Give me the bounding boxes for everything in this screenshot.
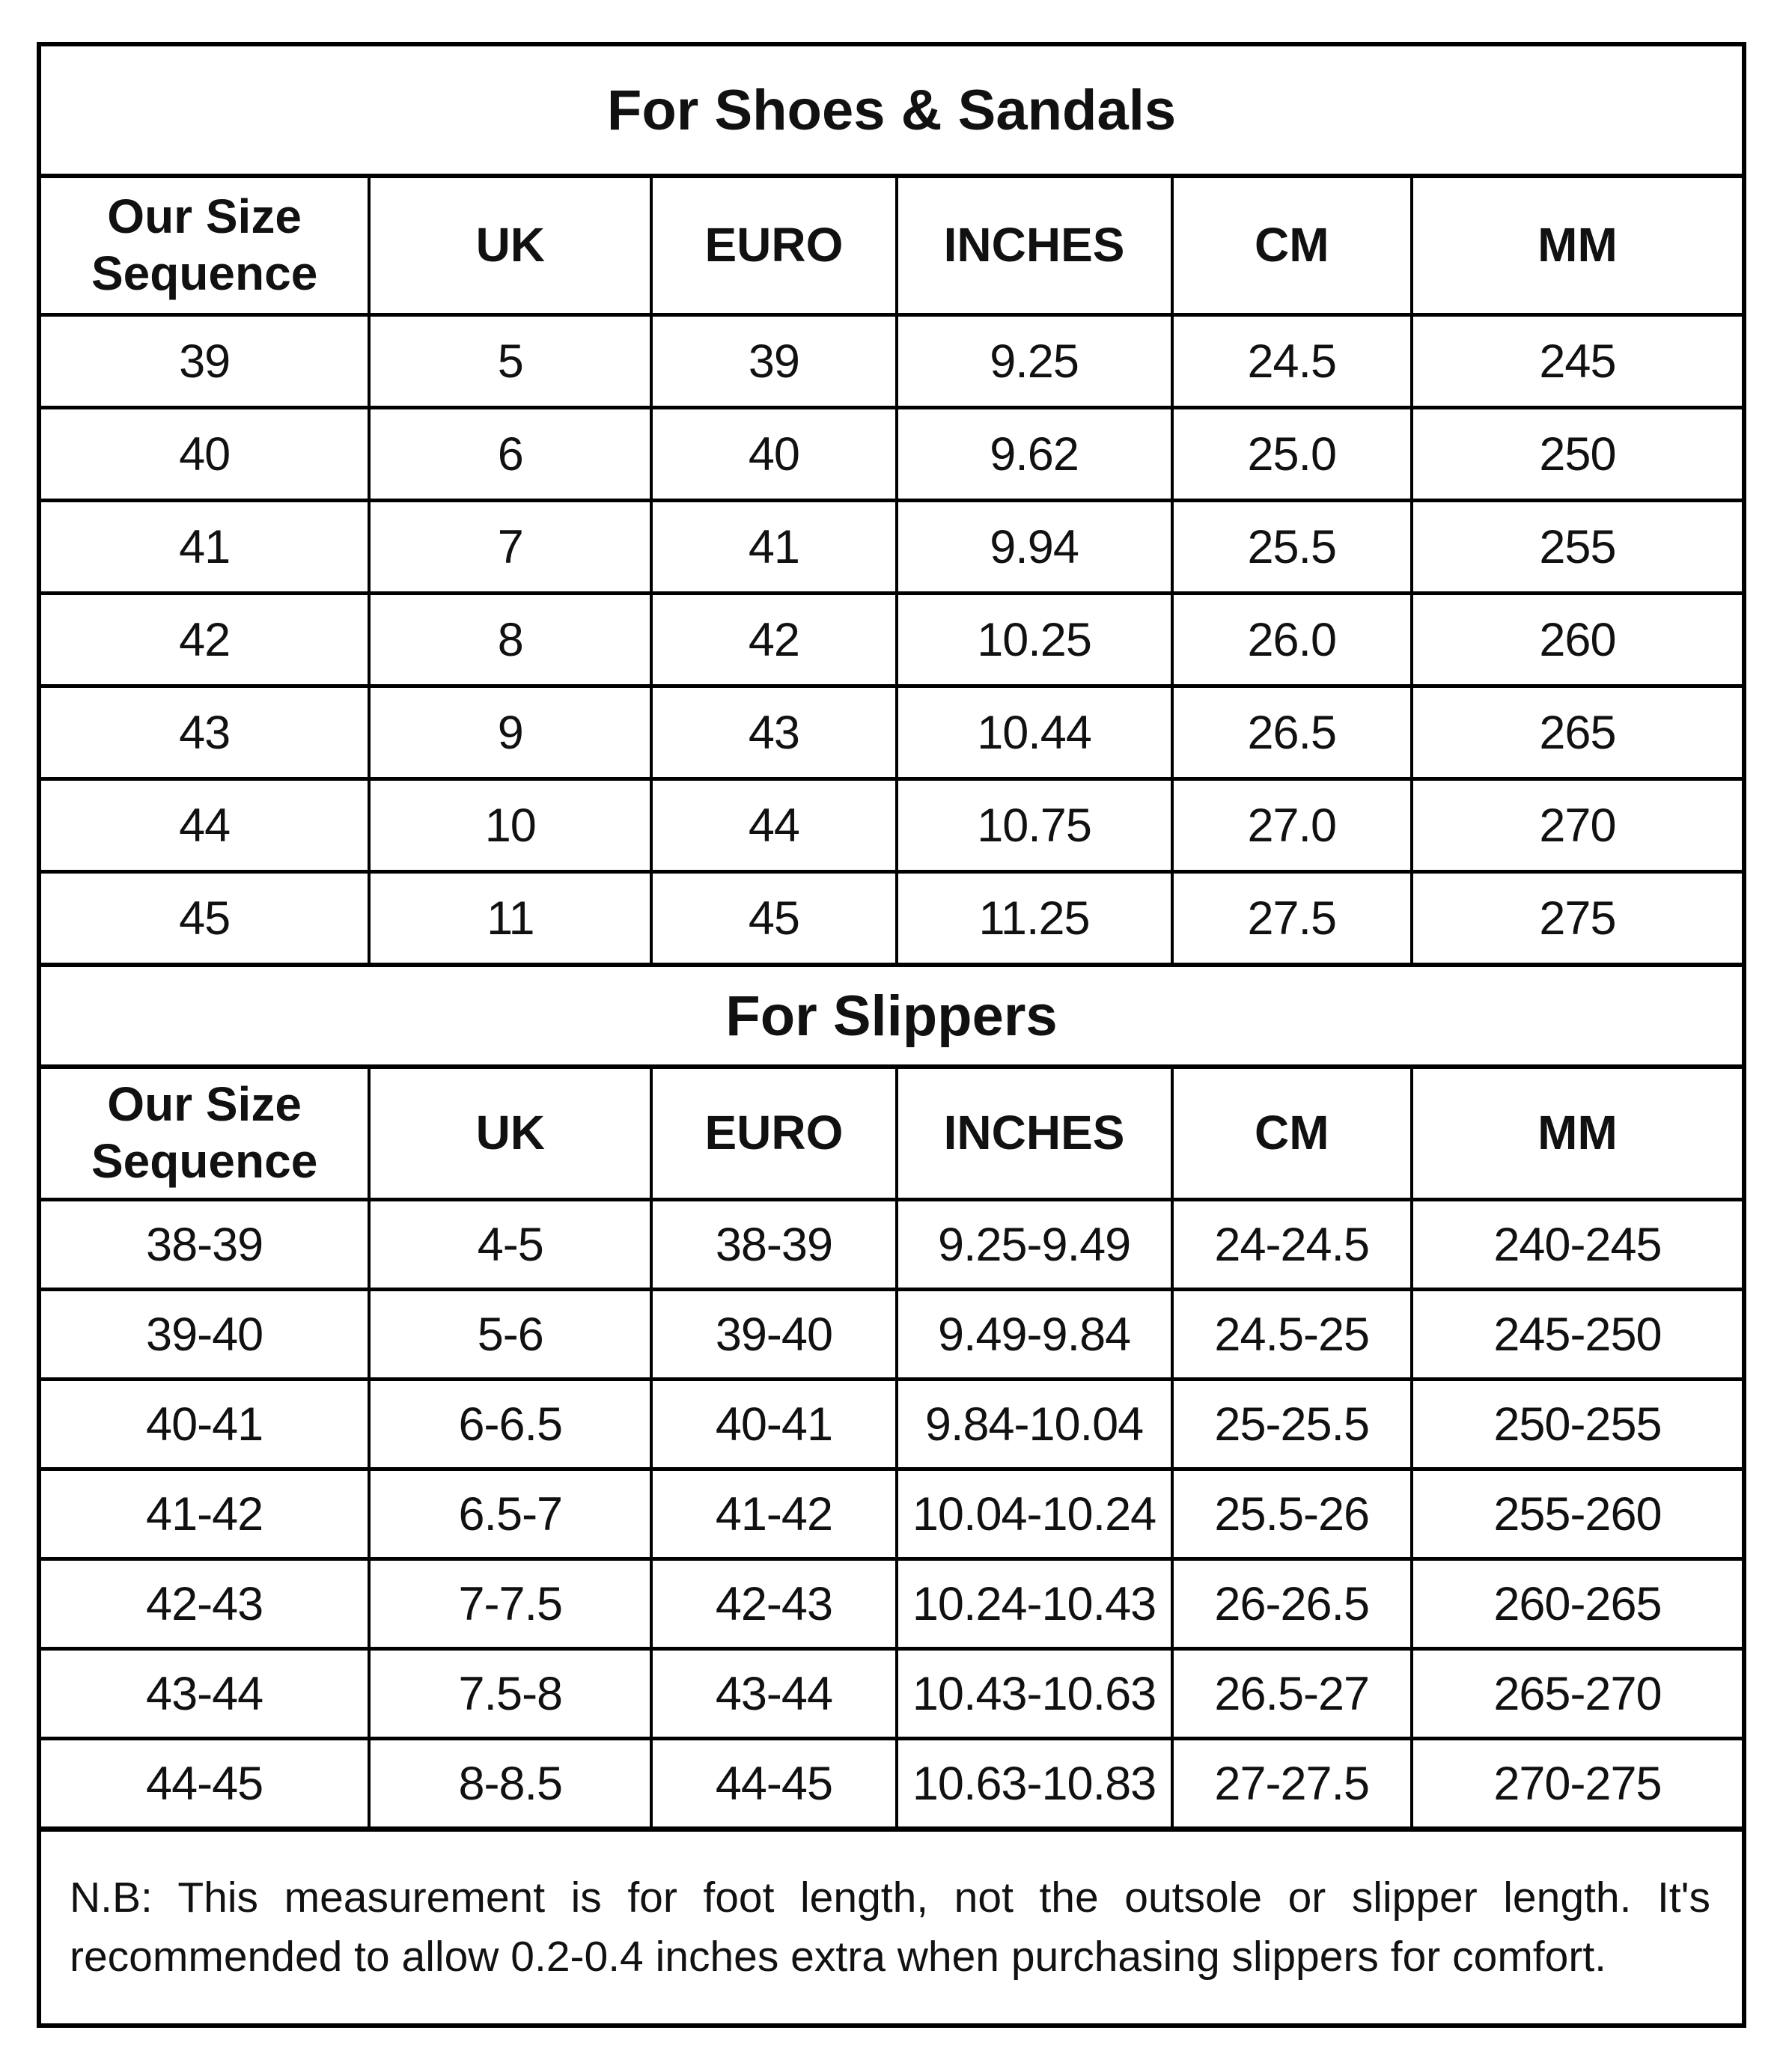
shoes-header-our-size-sequence: Our Size Sequence <box>91 189 318 300</box>
slippers-header-euro: EURO <box>650 1069 894 1198</box>
table-cell: 26.5 <box>1171 688 1410 777</box>
table-cell: 38-39 <box>650 1201 894 1288</box>
slippers-section-title: For Slippers <box>725 984 1058 1048</box>
table-cell: 7.5-8 <box>368 1651 650 1737</box>
table-cell: 44 <box>650 781 894 870</box>
table-row <box>41 1288 1742 1377</box>
table-cell: 43-44 <box>146 1667 263 1720</box>
table-cell: 265 <box>1410 688 1742 777</box>
table-cell: 42-43 <box>146 1577 263 1630</box>
table-row <box>41 1377 1742 1467</box>
table-cell: 44-45 <box>650 1740 894 1826</box>
table-cell: 10.43-10.63 <box>895 1651 1171 1737</box>
slippers-section-title-row <box>41 963 1742 1064</box>
table-cell: 25.0 <box>1171 409 1410 499</box>
table-cell: 26.5-27 <box>1171 1651 1410 1737</box>
table-cell: 24.5-25 <box>1171 1291 1410 1377</box>
shoes-section-title: For Shoes & Sandals <box>606 78 1177 142</box>
table-cell: 270 <box>1410 781 1742 870</box>
table-cell: 10.44 <box>895 688 1171 777</box>
table-cell: 41-42 <box>650 1471 894 1557</box>
table-cell: 9 <box>368 688 650 777</box>
table-cell: 26.0 <box>1171 595 1410 684</box>
table-cell: 255-260 <box>1410 1471 1742 1557</box>
shoes-header-row <box>41 174 1742 313</box>
table-cell: 9.62 <box>895 409 1171 499</box>
table-cell: 40 <box>179 427 231 481</box>
table-row <box>41 1737 1742 1826</box>
shoes-header-inches: INCHES <box>895 178 1171 313</box>
table-row <box>41 406 1742 499</box>
table-cell: 27.0 <box>1171 781 1410 870</box>
table-cell: 11.25 <box>895 874 1171 963</box>
table-cell: 41-42 <box>146 1487 263 1541</box>
footnote-text: N.B: This measurement is for foot length, not the outsole or slipper length. It's recommended to allow 0.2-0.4 inches extra when purchasing slippers for comfort. <box>70 1874 1710 1981</box>
slippers-header-mm: MM <box>1410 1069 1742 1198</box>
shoes-header-euro: EURO <box>650 178 894 313</box>
table-cell: 10.63-10.83 <box>895 1740 1171 1826</box>
table-row <box>41 1557 1742 1647</box>
table-cell: 5-6 <box>368 1291 650 1377</box>
table-cell: 8-8.5 <box>368 1740 650 1826</box>
table-cell: 10 <box>368 781 650 870</box>
table-cell: 245 <box>1410 317 1742 406</box>
table-cell: 255 <box>1410 502 1742 591</box>
table-cell: 27.5 <box>1171 874 1410 963</box>
table-cell: 5 <box>368 317 650 406</box>
table-cell: 7-7.5 <box>368 1561 650 1647</box>
table-row <box>41 777 1742 870</box>
table-cell: 9.84-10.04 <box>895 1381 1171 1467</box>
table-row <box>41 1647 1742 1737</box>
table-cell: 9.49-9.84 <box>895 1291 1171 1377</box>
table-cell: 9.94 <box>895 502 1171 591</box>
shoes-header-uk: UK <box>368 178 650 313</box>
slippers-header-uk: UK <box>368 1069 650 1198</box>
table-cell: 8 <box>368 595 650 684</box>
table-cell: 42 <box>179 613 231 666</box>
table-row <box>41 684 1742 777</box>
table-cell: 27-27.5 <box>1171 1740 1410 1826</box>
table-cell: 40-41 <box>146 1398 263 1451</box>
table-cell: 6-6.5 <box>368 1381 650 1467</box>
table-cell: 275 <box>1410 874 1742 963</box>
table-cell: 40 <box>650 409 894 499</box>
table-cell: 39-40 <box>650 1291 894 1377</box>
table-cell: 39-40 <box>146 1308 263 1361</box>
table-cell: 10.25 <box>895 595 1171 684</box>
table-cell: 6.5-7 <box>368 1471 650 1557</box>
table-cell: 25.5 <box>1171 502 1410 591</box>
table-cell: 260-265 <box>1410 1561 1742 1647</box>
table-cell: 39 <box>179 335 231 388</box>
slippers-header-our-size-sequence: Our Size Sequence <box>91 1077 318 1188</box>
table-cell: 25-25.5 <box>1171 1381 1410 1467</box>
shoes-section-title-row <box>41 46 1742 174</box>
slippers-header-cm: CM <box>1171 1069 1410 1198</box>
size-chart-table <box>37 42 1746 2028</box>
table-cell: 260 <box>1410 595 1742 684</box>
table-cell: 40-41 <box>650 1381 894 1467</box>
table-cell: 7 <box>368 502 650 591</box>
table-cell: 42 <box>650 595 894 684</box>
table-cell: 44-45 <box>146 1757 263 1810</box>
table-cell: 42-43 <box>650 1561 894 1647</box>
table-cell: 4-5 <box>368 1201 650 1288</box>
table-cell: 44 <box>179 799 231 852</box>
table-cell: 9.25 <box>895 317 1171 406</box>
shoes-header-mm: MM <box>1410 178 1742 313</box>
slippers-header-inches: INCHES <box>895 1069 1171 1198</box>
table-cell: 25.5-26 <box>1171 1471 1410 1557</box>
table-cell: 43-44 <box>650 1651 894 1737</box>
table-cell: 45 <box>650 874 894 963</box>
table-row <box>41 1198 1742 1288</box>
table-cell: 26-26.5 <box>1171 1561 1410 1647</box>
table-row <box>41 591 1742 684</box>
table-cell: 240-245 <box>1410 1201 1742 1288</box>
table-cell: 265-270 <box>1410 1651 1742 1737</box>
table-cell: 270-275 <box>1410 1740 1742 1826</box>
table-row <box>41 499 1742 591</box>
table-cell: 41 <box>650 502 894 591</box>
table-cell: 24-24.5 <box>1171 1201 1410 1288</box>
slippers-header-row <box>41 1064 1742 1198</box>
table-row <box>41 870 1742 963</box>
table-row <box>41 1467 1742 1557</box>
table-cell: 41 <box>179 520 231 573</box>
table-cell: 9.25-9.49 <box>895 1201 1171 1288</box>
table-row <box>41 313 1742 406</box>
table-cell: 11 <box>368 874 650 963</box>
table-cell: 10.04-10.24 <box>895 1471 1171 1557</box>
table-cell: 24.5 <box>1171 317 1410 406</box>
table-cell: 45 <box>179 892 231 945</box>
table-cell: 250 <box>1410 409 1742 499</box>
table-cell: 43 <box>650 688 894 777</box>
table-cell: 250-255 <box>1410 1381 1742 1467</box>
table-cell: 43 <box>179 706 231 759</box>
table-cell: 39 <box>650 317 894 406</box>
table-cell: 6 <box>368 409 650 499</box>
table-cell: 38-39 <box>146 1218 263 1271</box>
table-cell: 245-250 <box>1410 1291 1742 1377</box>
footnote-row <box>41 1826 1742 2023</box>
table-cell: 10.24-10.43 <box>895 1561 1171 1647</box>
table-cell: 10.75 <box>895 781 1171 870</box>
shoes-header-cm: CM <box>1171 178 1410 313</box>
